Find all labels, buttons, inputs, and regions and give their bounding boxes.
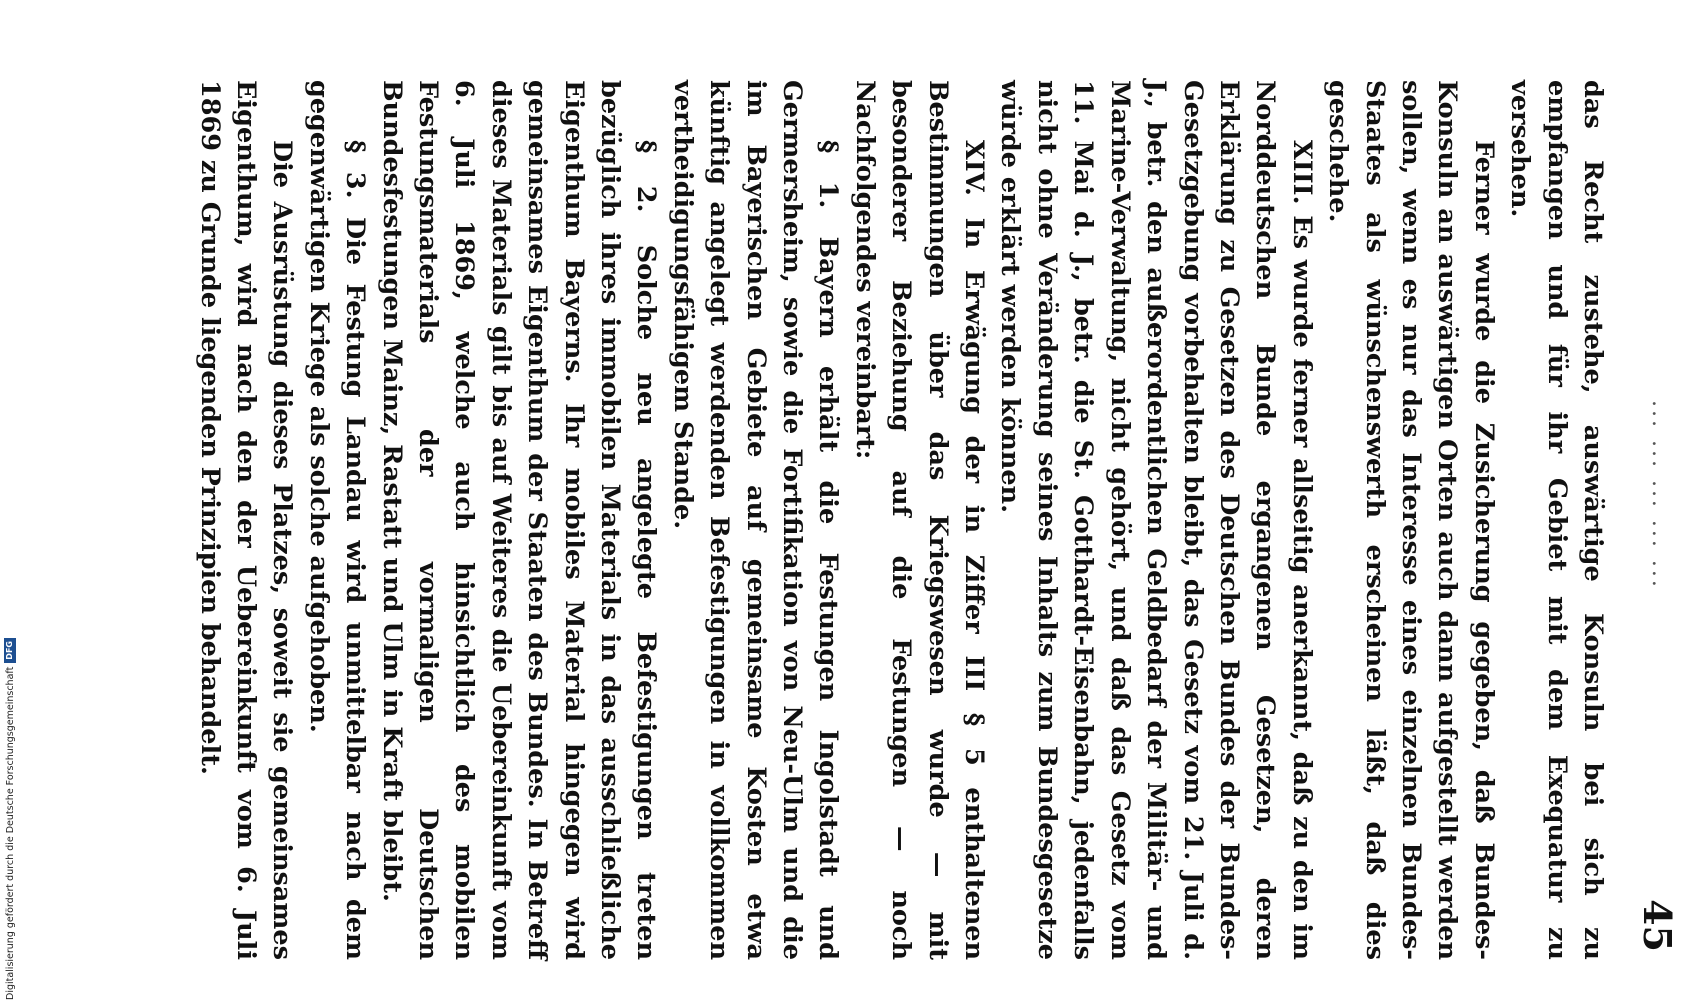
running-head: ... ... ... ... ... xyxy=(1647,400,1672,590)
book-page xyxy=(126,0,1686,1000)
paragraph-equipment: Die Ausrüstung dieses Platzes, soweit sie gemeinsames Eigenthum, wird nach den der Uebereinkunft vom 6. Juli 1869 zu Grunde liegenden Prinzipien behandelt. xyxy=(194,80,298,960)
paragraph-continuation: das Recht zustehe, auswärtige Konsuln bei sich zu empfangen und für ihr Gebiet mit dem Exequatur zu versehen. xyxy=(1505,80,1608,960)
paragraph-xiv: XIV. In Erwägung der in Ziffer III § 5 enthaltenen Bestimmungen über das Kriegswesen wurde — mit besonderer Beziehung auf die Festungen — noch Nachfolgendes vereinbart: xyxy=(849,80,990,960)
paragraph-consuls: Ferner wurde die Zusicherung gegeben, daß Bundes-Konsuln an auswärtigen Orten auch dann aufgestellt werden sollen, wenn es nur das Interesse eines einzelnen Bundes-Staates als wünschenswerth erscheinen läßt, daß dies geschehe. xyxy=(1323,80,1499,960)
paragraph-xiii: XIII. Es wurde ferner allseitig anerkannt, daß zu den im Norddeutschen Bunde ergangenen Gesetzen, deren Erklärung zu Gesetzen des Deutschen Bundes der Bundes-Gesetzgebung vorbehalten bleibt, das Gesetz vom 21. Juli d. J., betr. den außerordentlichen Geldbedarf der Militär- und Marine-Verwaltung, nicht gehört, und daß das Gesetz vom 11. Mai d. J., betr. die St. Gotthardt-Eisenbahn, jedenfalls nicht ohne Veränderung seines Inhalts zum Bundesgesetze würde erklärt werden können. xyxy=(995,80,1317,960)
paragraph-section-1: § 1. Bayern erhält die Festungen Ingolstadt und Germersheim, sowie die Fortifikation von Neu-Ulm und die im Bayerischen Gebiete auf gemeinsame Kosten etwa künftig angelegt werdenden Befestigungen in vollkommen vertheidigungsfähigem Stande. xyxy=(667,80,844,960)
paragraph-section-3: § 3. Die Festung Landau wird unmittelbar nach dem gegenwärtigen Kriege als solche aufgehoben. xyxy=(303,80,371,960)
body-text xyxy=(191,80,1611,960)
page-number: 45 xyxy=(1635,899,1680,952)
paragraph-section-2: § 2. Solche neu angelegte Befestigungen treten bezüglich ihres immobilen Materials in das ausschließliche Eigenthum Bayerns. Ihr mobiles Material hingegen wird gemeinsames Eigenthum der Staaten des Bundes. In Betreff dieses Materials gilt bis auf Weiteres die Uebereinkunft vom 6. Juli 1869, welche auch hinsichtlich des mobilen Festungsmaterials der vormaligen Deutschen Bundesfestungen Mainz, Rastatt und Ulm in Kraft bleibt. xyxy=(376,80,662,960)
digitization-credit xyxy=(2,560,18,1000)
page-header xyxy=(1626,80,1686,960)
dfg-logo: DFG xyxy=(4,638,16,663)
credit-text: Digitalisierung gefördert durch die Deutsche Forschungsgemeinschaft xyxy=(4,666,16,1000)
